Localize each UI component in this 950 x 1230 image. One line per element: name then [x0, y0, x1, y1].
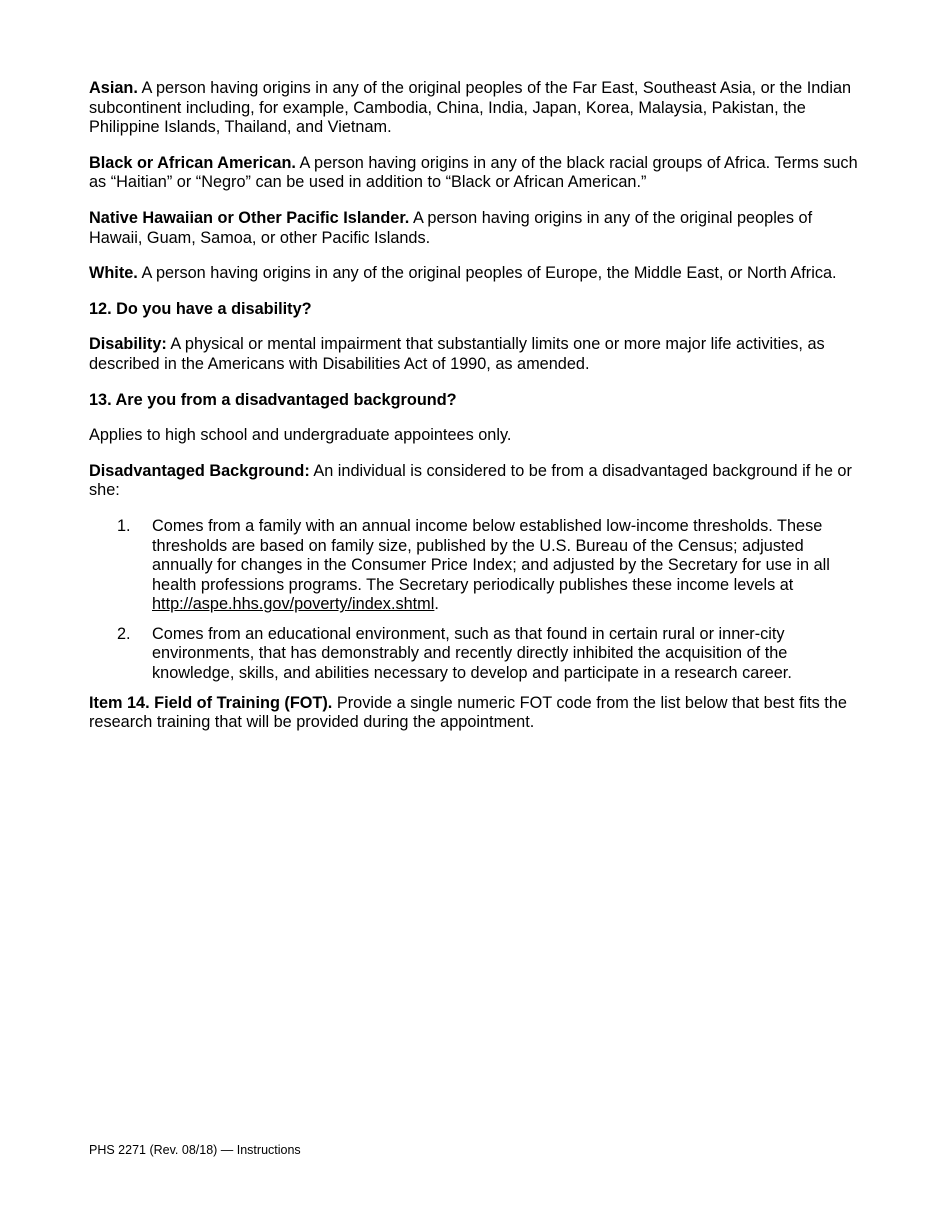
- definition-disability: [89, 335, 864, 374]
- document-body: [89, 79, 864, 749]
- disadvantaged-criteria-list: [89, 517, 864, 684]
- list-item: [89, 517, 864, 615]
- definition-term: Native Hawaiian or Other Pacific Islander.: [89, 208, 410, 227]
- definition-text: Provide a single numeric FOT code from the list below that best fits the research training that will be provided during the appointment.: [89, 693, 847, 732]
- definition-term: White.: [89, 264, 138, 283]
- definition-term: Disability:: [89, 335, 167, 354]
- poverty-guidelines-link[interactable]: http://aspe.hhs.gov/poverty/index.shtml: [152, 595, 435, 614]
- list-item-punctuation: .: [434, 595, 439, 614]
- question-13-heading: 13. Are you from a disadvantaged background?: [89, 390, 457, 409]
- definition-text: A person having origins in any of the black racial groups of Africa. Terms such as “Haitian” or “Negro” can be used in addition to “Black or African American.”: [89, 153, 858, 192]
- definition-term: Asian.: [89, 79, 138, 97]
- list-item: [89, 625, 864, 684]
- question-13-note: Applies to high school and undergraduate appointees only.: [89, 426, 512, 445]
- definition-native-hawaiian: [89, 209, 864, 248]
- definition-text: A person having origins in any of the original peoples of Hawaii, Guam, Samoa, or other Pacific Islands.: [89, 208, 813, 247]
- definition-disadvantaged-background: [89, 462, 864, 501]
- definition-text: A person having origins in any of the original peoples of Europe, the Middle East, or North Africa.: [137, 264, 837, 283]
- definition-text: An individual is considered to be from a disadvantaged background if he or she:: [89, 461, 852, 500]
- question-12-heading: 12. Do you have a disability?: [89, 299, 312, 318]
- list-item-number: 1.: [117, 516, 131, 535]
- list-item-text: Comes from an educational environment, such as that found in certain rural or inner-city environments, that has demonstrably and recently directly inhibited the acquisition of the knowledge, skills, and abilities necessary to develop and participate in a research career.: [152, 624, 792, 683]
- list-item-text: Comes from a family with an annual income below established low-income thresholds. These thresholds are based on family size, published by the U.S. Bureau of the Census; adjusted annually for changes in the Consumer Price Index; and adjusted by the Secretary for use in all health professions programs. The Secretary periodically publishes these income levels at: [152, 516, 830, 594]
- definition-asian: [89, 79, 864, 138]
- definition-text: A physical or mental impairment that substantially limits one or more major life activities, as described in the Americans with Disabilities Act of 1990, as amended.: [89, 335, 825, 373]
- definition-black-african-american: [89, 154, 864, 193]
- item-14-field-of-training: [89, 694, 864, 733]
- definition-term: Item 14. Field of Training (FOT).: [89, 693, 333, 712]
- definition-text: A person having origins in any of the original peoples of the Far East, Southeast Asia, or the Indian subcontinent including, for example, Cambodia, China, India, Japan, Korea, Malaysia, Pakistan, the Philippine Islands, Thailand, and Vietnam.: [89, 79, 852, 137]
- page-footer: PHS 2271 (Rev. 08/18) — Instructions: [89, 1143, 301, 1157]
- list-item-number: 2.: [117, 624, 131, 643]
- definition-white: [89, 264, 864, 284]
- definition-term: Black or African American.: [89, 153, 296, 172]
- definition-term: Disadvantaged Background:: [89, 461, 310, 480]
